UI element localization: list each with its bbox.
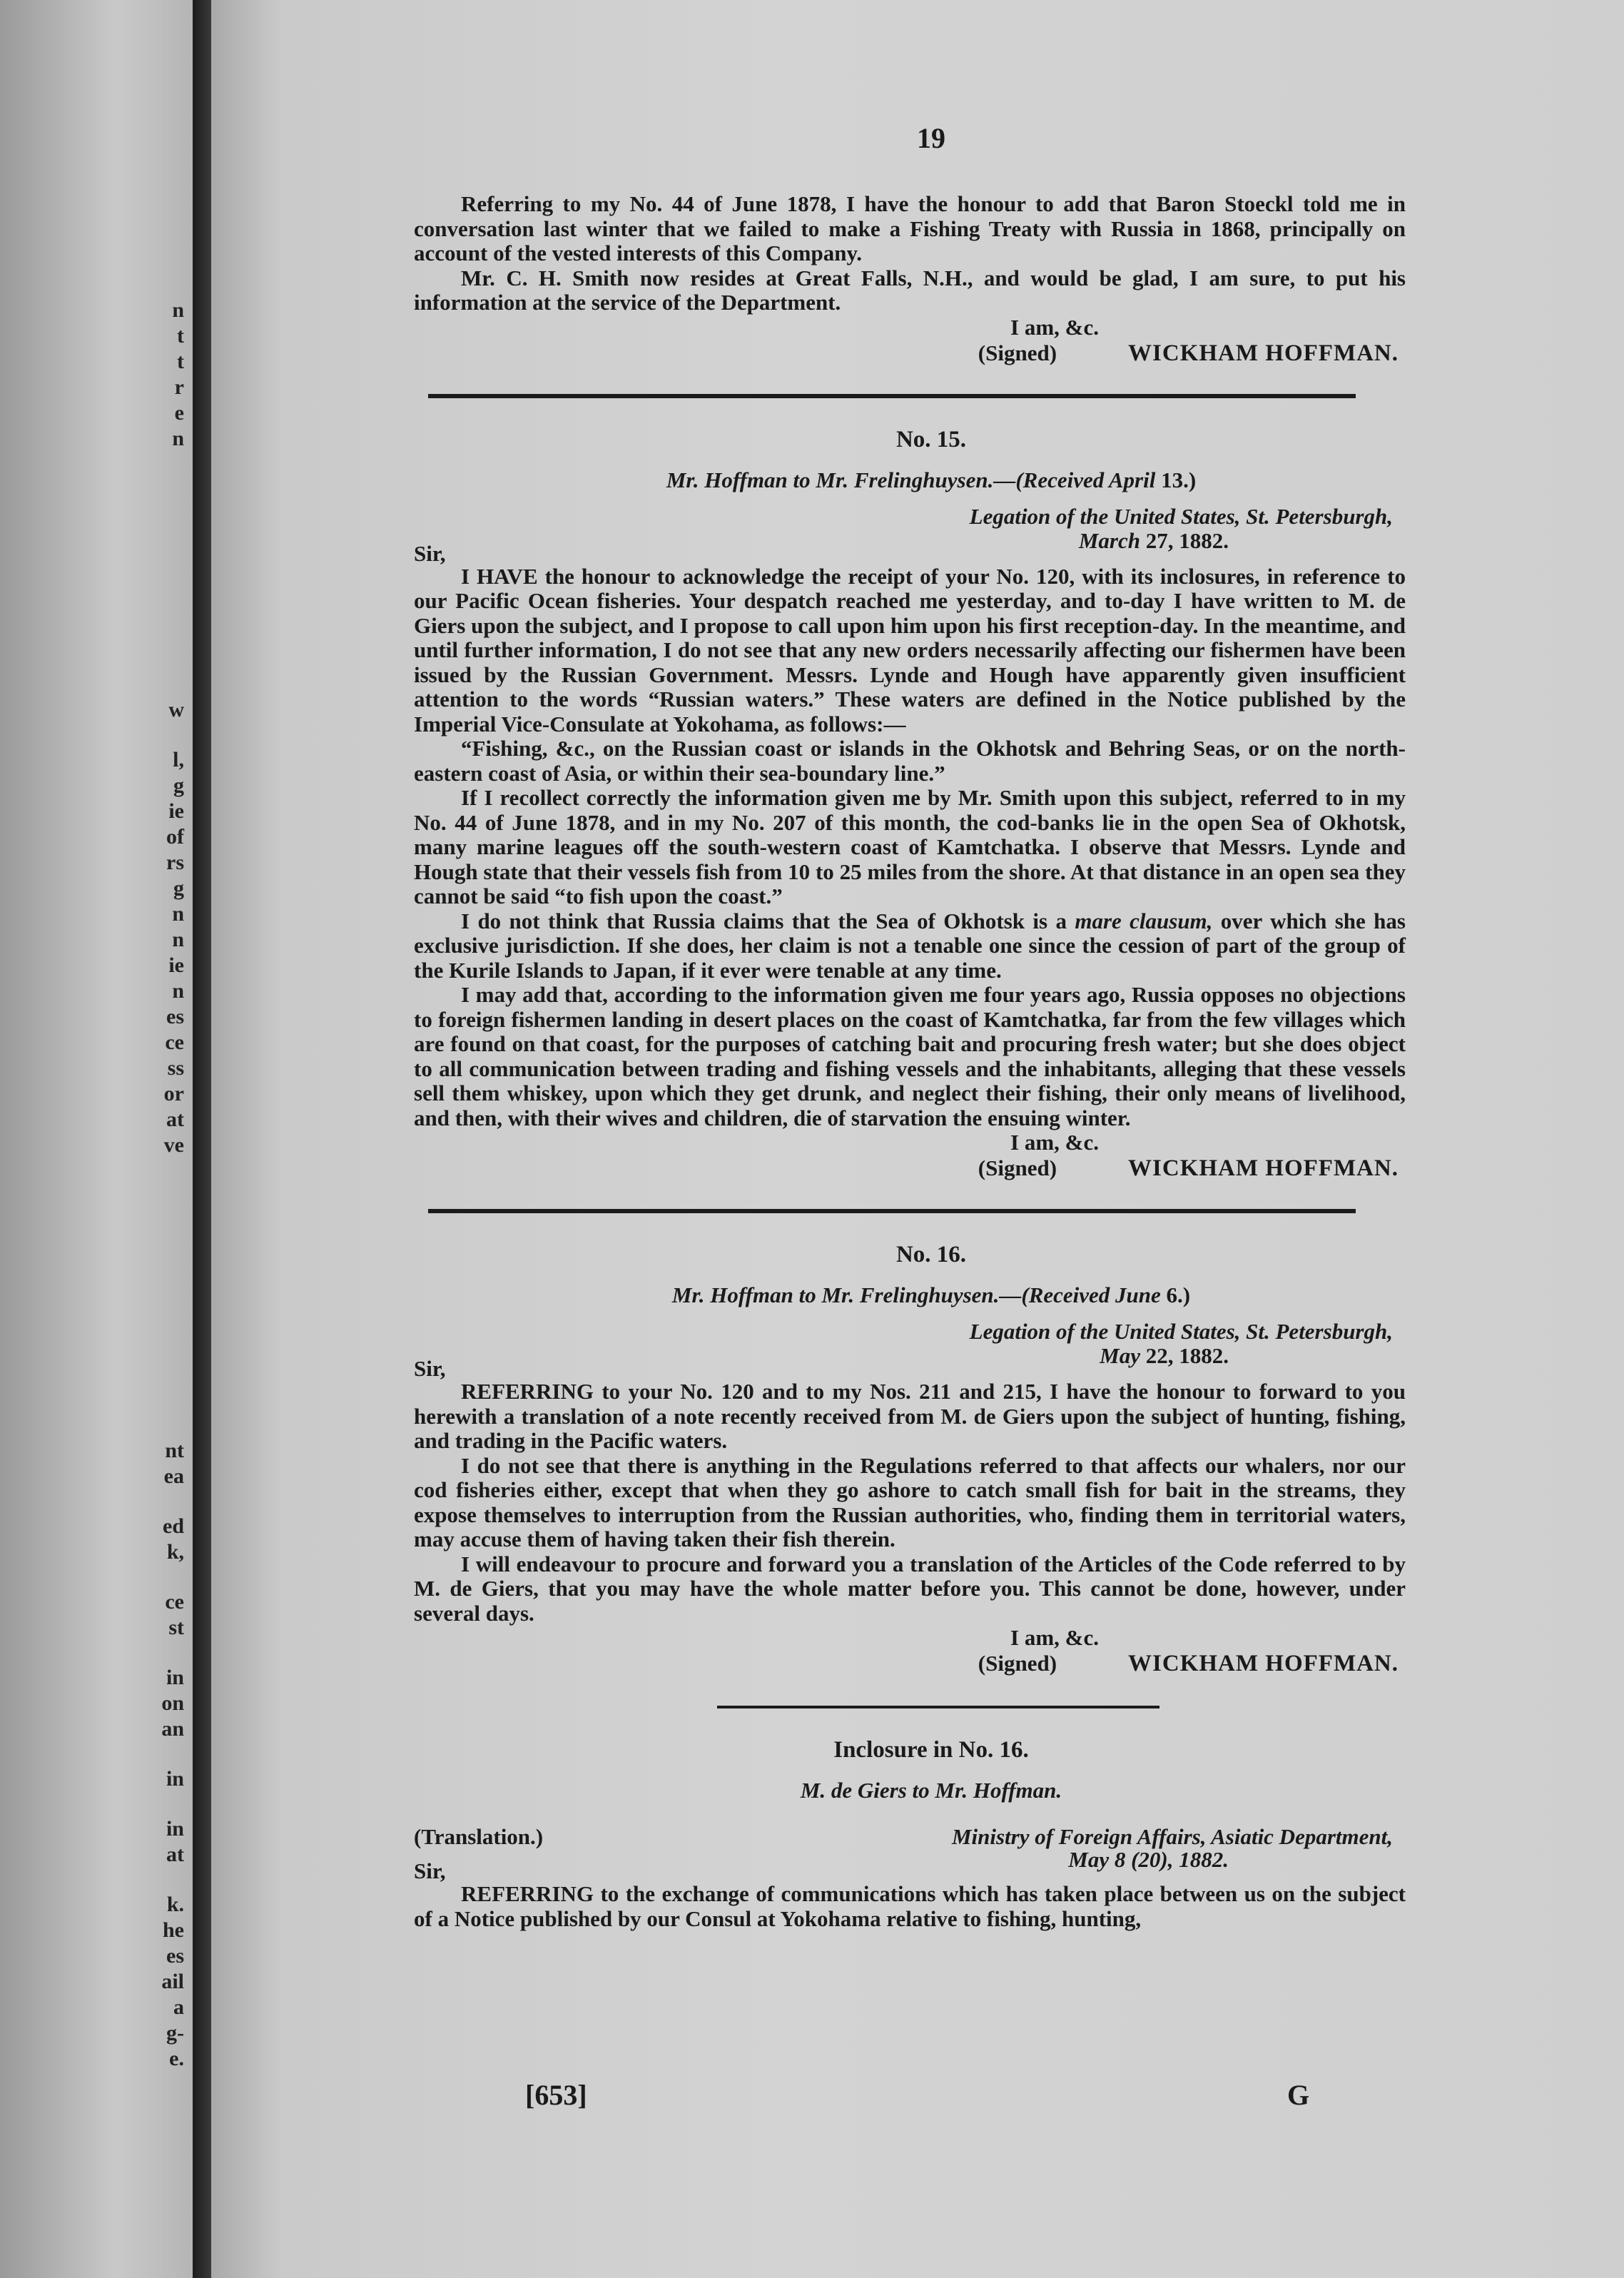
inclosure-heading: M. de Giers to Mr. Hoffman. bbox=[800, 1778, 1062, 1803]
doc15-paragraph-4-rest: over which she has exclusive jurisdiction. If she does, her claim is not a tenable one since the cession of part of the group of the Kurile Islands to Japan, if it ever were tenable at any time. bbox=[414, 908, 1406, 983]
inclosure-header-row bbox=[414, 1825, 1406, 1849]
doc15-paragraph-1: I HAVE the honour to acknowledge the receipt of your No. 120, with its inclosures, in reference to our Pacific Ocean fisheries. Your despatch reached me yesterday, and to-day I have written to M. de Giers upon the subject, and I propose to call upon him upon his first reception-day. In the meantime, and until further information, I do not see that any new orders necessarily affecting our fishermen have been issued by the Russian Government. Messrs. Lynde and Hough have apparently given insufficient attention to the words “Russian waters.” These waters are defined in the Notice published by the Imperial Vice-Consulate at Yokohama, as follows:— bbox=[414, 563, 1406, 736]
inclosure-place: Ministry of Foreign Affairs, Asiatic Department, bbox=[951, 1824, 1393, 1849]
left-page-fragment: in bbox=[166, 1666, 184, 1689]
inclosure-salutation: Sir, bbox=[414, 1858, 446, 1883]
left-page-fragment: es bbox=[166, 1944, 184, 1968]
doc16-paragraph-1: REFERRING to your No. 120 and to my Nos. 211 and 215, I have the honour to forward to you herewith a translation of a note recently received from M. de Giers upon the subject of hunting, fishing, and trading in the Pacific waters. bbox=[414, 1379, 1406, 1453]
doc16-heading-day: 6.) bbox=[1166, 1282, 1191, 1307]
section-divider-1 bbox=[428, 394, 1356, 398]
left-page-fragment: ss bbox=[167, 1056, 184, 1080]
left-page-fragment: ve bbox=[163, 1133, 184, 1157]
inclosure-16 bbox=[414, 1737, 1406, 1931]
left-page-fragment: or bbox=[163, 1082, 184, 1105]
doc16-paragraph-3: I will endeavour to procure and forward you a translation of the Articles of the Code referred to by M. de Giers, that you may have the whole matter before you. This cannot be done, however, under several days. bbox=[414, 1551, 1406, 1626]
intro-paragraph-1: Referring to my No. 44 of June 1878, I have the honour to add that Baron Stoeckl told me in conversation last winter that we failed to make a Fishing Treaty with Russia in 1868, principally on account of the vested interests of this Company. bbox=[414, 191, 1406, 265]
doc15-paragraph-3: If I recollect correctly the information given me by Mr. Smith upon this subject, referred to in my No. 44 of June 1878, and in my No. 207 of this month, the cod-banks lie in the open Sea of Okhotsk, many marine leagues off the south-western coast of Kamtchatka. I observe that Messrs. Lynde and Hough state that their vessels fish from 10 to 25 miles from the shore. At that distance in an open sea they cannot be said “to fish upon the coast.” bbox=[414, 785, 1406, 908]
intro-signature-line bbox=[414, 340, 1406, 367]
doc15-paragraph-5: I may add that, according to the information given me four years ago, Russia opposes no objections to foreign fishermen landing in desert places on the coast of Kamtchatka, far from the few villages which are found on that coast, for the purposes of catching bait and procuring fresh water; but she does object to all communication between trading and fishing vessels and the inhabitants, alleging that these vessels sell them whiskey, upon which they get drunk, and neglect their fishing, their only means of livelihood, and then, with their wives and children, die of starvation the ensuing winter. bbox=[414, 982, 1406, 1130]
doc15-paragraph-4 bbox=[414, 909, 1406, 983]
doc16-heading bbox=[414, 1282, 1406, 1308]
left-page-fragment: k. bbox=[166, 1893, 184, 1916]
left-page-fragment: l, bbox=[173, 748, 184, 771]
doc16-signature-line bbox=[414, 1650, 1406, 1677]
left-page-fragment: n bbox=[172, 427, 184, 450]
document-page bbox=[211, 0, 1624, 2278]
doc15-closing: I am, &c. bbox=[1010, 1130, 1099, 1155]
doc16-closing: I am, &c. bbox=[1010, 1625, 1099, 1650]
left-page-fragment: e. bbox=[169, 2047, 184, 2070]
doc15-heading-day: 13.) bbox=[1161, 467, 1197, 492]
left-page-fragment: he bbox=[163, 1918, 184, 1942]
intro-signed-label: (Signed) bbox=[978, 340, 1057, 365]
left-page-fragment: ail bbox=[161, 1970, 184, 1993]
inclosure-paragraph: REFERRING to the exchange of communications which has taken place between us on the subject of a Notice published by our Consul at Yokohama relative to fishing, hunting, bbox=[414, 1881, 1406, 1931]
doc15-paragraph-4-start: I do not think that Russia claims that the Sea of Okhotsk is a bbox=[461, 908, 1075, 933]
left-page-fragment: n bbox=[172, 298, 184, 322]
section-divider-3 bbox=[717, 1706, 1159, 1708]
page-number: 19 bbox=[917, 122, 945, 154]
left-page-fragment: a bbox=[173, 1995, 184, 2019]
inclosure-number: Inclosure in No. 16. bbox=[833, 1737, 1029, 1763]
left-page-fragment: rs bbox=[166, 851, 184, 874]
doc16-signed-label: (Signed) bbox=[978, 1651, 1057, 1676]
left-page-fragment: e bbox=[174, 401, 184, 425]
left-page-fragment: t bbox=[177, 350, 184, 373]
left-page-fragment: ie bbox=[168, 799, 184, 823]
left-page-fragment: n bbox=[172, 902, 184, 926]
doc16-salutation: Sir, bbox=[414, 1356, 446, 1381]
page-content bbox=[414, 121, 1406, 1931]
doc16-date-rest: 22, 1882. bbox=[1145, 1343, 1229, 1368]
left-page-fragment: g bbox=[173, 774, 184, 797]
left-page-fragment: nt bbox=[165, 1439, 184, 1462]
section-divider-2 bbox=[428, 1209, 1356, 1213]
left-page-fragment: ce bbox=[165, 1590, 184, 1614]
doc16-paragraph-2: I do not see that there is anything in the Regulations referred to that affects our whalers, nor our cod fisheries either, except that when they go ashore to catch small fish for bait in the streams, they expose themselves to interruption from the Russian authorities, who, finding them in territorial waters, may accuse them of having taken their fish therein. bbox=[414, 1452, 1406, 1551]
intro-closing: I am, &c. bbox=[1010, 314, 1099, 340]
left-page-fragment: n bbox=[172, 928, 184, 951]
left-page-fragment: g bbox=[173, 876, 184, 900]
mare-clausum-term: mare clausum, bbox=[1075, 908, 1213, 933]
intro-section bbox=[414, 192, 1406, 367]
doc15-signature: WICKHAM HOFFMAN. bbox=[1128, 1155, 1399, 1181]
left-page-fragment: ea bbox=[163, 1464, 184, 1488]
left-page-fragment: at bbox=[166, 1108, 184, 1131]
doc15-date-month: March bbox=[1078, 527, 1146, 553]
doc15-heading bbox=[414, 467, 1406, 493]
left-page-edge bbox=[0, 0, 193, 2278]
doc15-signed-label: (Signed) bbox=[978, 1155, 1057, 1180]
left-page-fragment: es bbox=[166, 1005, 184, 1028]
intro-signature: WICKHAM HOFFMAN. bbox=[1128, 340, 1399, 366]
document-15 bbox=[414, 427, 1406, 1183]
doc15-heading-text: Mr. Hoffman to Mr. Frelinghuysen.—(Received April bbox=[666, 467, 1162, 492]
doc15-date-rest: 27, 1882. bbox=[1145, 527, 1229, 553]
left-page-fragment: on bbox=[161, 1691, 184, 1715]
left-page-fragment: at bbox=[166, 1843, 184, 1866]
left-page-fragment: an bbox=[161, 1717, 184, 1741]
left-page-fragment: r bbox=[174, 375, 184, 399]
translation-label: (Translation.) bbox=[414, 1824, 544, 1849]
left-page-fragment: ie bbox=[168, 953, 184, 977]
doc16-heading-text: Mr. Hoffman to Mr. Frelinghuysen.—(Received June bbox=[671, 1282, 1167, 1307]
doc16-date-month: May bbox=[1100, 1343, 1146, 1368]
signature-mark: G bbox=[1287, 2079, 1310, 2111]
intro-paragraph-2: Mr. C. H. Smith now resides at Great Falls, N.H., and would be glad, I am sure, to put his information at the service of the Department. bbox=[414, 265, 1406, 315]
doc15-number: No. 15. bbox=[895, 426, 967, 452]
left-page-fragment: of bbox=[166, 825, 184, 849]
left-page-fragment: k, bbox=[166, 1540, 184, 1564]
left-page-fragment: ed bbox=[163, 1514, 184, 1538]
doc16-number: No. 16. bbox=[895, 1242, 967, 1267]
inclosure-date: May 8 (20), 1882. bbox=[1068, 1847, 1229, 1872]
document-16 bbox=[414, 1242, 1406, 1677]
left-page-fragment: w bbox=[168, 698, 184, 722]
doc16-signature: WICKHAM HOFFMAN. bbox=[1128, 1651, 1399, 1676]
doc15-place: Legation of the United States, St. Petersburgh, bbox=[969, 503, 1393, 529]
doc15-quote: “Fishing, &c., on the Russian coast or islands in the Okhotsk and Behring Seas, or on the north-eastern coast of Asia, or within their sea-boundary line.” bbox=[414, 736, 1406, 786]
book-spine bbox=[193, 0, 211, 2278]
left-page-fragment: ce bbox=[165, 1031, 184, 1054]
left-page-fragment: g- bbox=[166, 2021, 184, 2045]
left-page-fragment: st bbox=[168, 1616, 184, 1639]
left-page-fragment: in bbox=[166, 1817, 184, 1841]
left-page-fragment: n bbox=[172, 979, 184, 1003]
doc15-signature-line bbox=[414, 1155, 1406, 1182]
doc16-place: Legation of the United States, St. Petersburgh, bbox=[969, 1319, 1393, 1344]
left-page-fragment: in bbox=[166, 1767, 184, 1791]
sheet-number: [653] bbox=[525, 2079, 587, 2111]
doc15-salutation: Sir, bbox=[414, 540, 446, 566]
left-page-fragment: t bbox=[177, 324, 184, 348]
